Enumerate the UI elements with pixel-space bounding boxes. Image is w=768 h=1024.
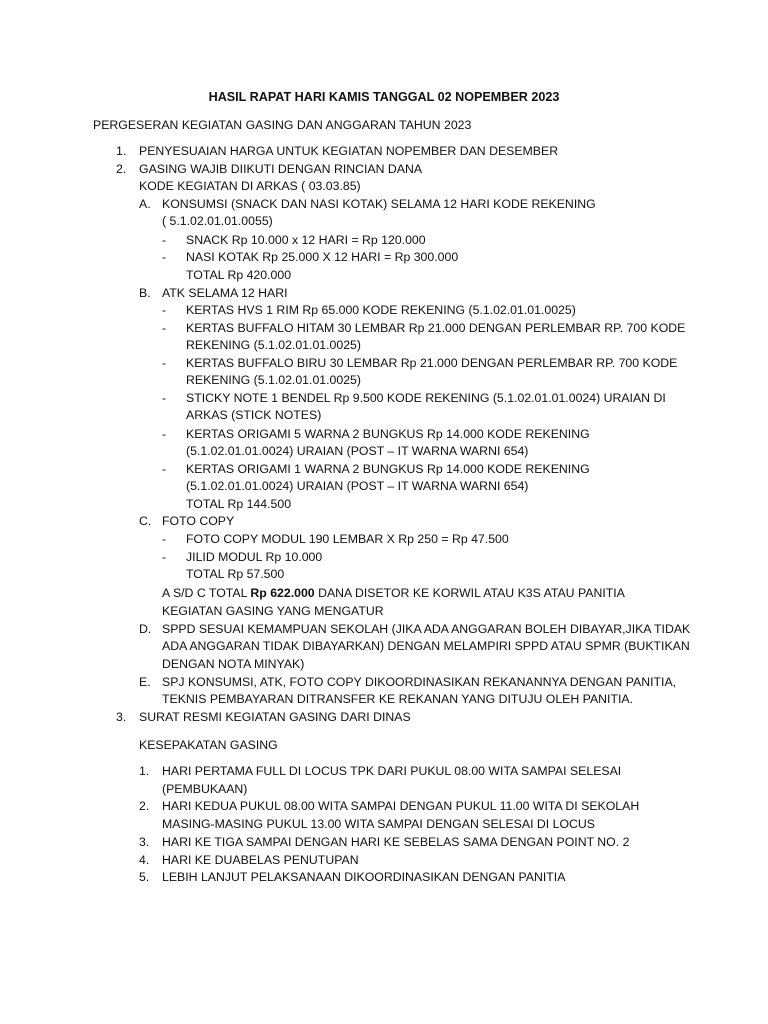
bullet-dash: - [162,532,167,546]
sub-letter: D. [139,622,152,636]
sub-item-text: SPJ KONSUMSI, ATK, FOTO COPY DIKOORDINASIKAN REKANANNYA DENGAN PANITIA, [162,675,677,689]
subtotal: TOTAL Rp 144.500 [186,497,292,511]
sub-letter: B. [139,286,151,300]
bullet-dash: - [162,233,167,247]
agreement-number: 5. [139,870,150,884]
sub-item-text: DENGAN NOTA MINYAK) [162,657,305,671]
subtotal: TOTAL Rp 420.000 [186,268,292,282]
bullet-text: KERTAS HVS 1 RIM Rp 65.000 KODE REKENING (5.1.02.01.01.0025) [186,303,576,317]
agreement-number: 2. [139,799,150,813]
bullet-dash: - [162,427,167,441]
grand-total-prefix: A S/D C TOTAL [162,586,251,600]
sub-item-text: KONSUMSI (SNACK DAN NASI KOTAK) SELAMA 12 HARI KODE REKENING [162,197,596,211]
bullet-dash: - [162,321,167,335]
sub-item-text: ATK SELAMA 12 HARI [162,286,288,300]
list-number: 1. [116,144,127,158]
agreement-text: MASING-MASING PUKUL 13.00 WITA SAMPAI DENGAN SELESAI DI LOCUS [162,817,596,831]
bullet-text: REKENING (5.1.02.01.01.0025) [186,338,361,352]
agreement-text: LEBIH LANJUT PELAKSANAAN DIKOORDINASIKAN DENGAN PANITIA [162,870,566,884]
subtotal: TOTAL Rp 57.500 [186,567,285,581]
sub-item-text: FOTO COPY [162,514,235,528]
bullet-text: REKENING (5.1.02.01.01.0025) [186,373,361,387]
bullet-text: KERTAS ORIGAMI 1 WARNA 2 BUNGKUS Rp 14.000 KODE REKENING [186,462,590,476]
grand-total [162,585,625,603]
bullet-dash: - [162,250,167,264]
bullet-text: STICKY NOTE 1 BENDEL Rp 9.500 KODE REKENING (5.1.02.01.01.0024) URAIAN DI [186,391,666,405]
bullet-dash: - [162,550,167,564]
list-item-text: KODE KEGIATAN DI ARKAS ( 03.03.85) [139,179,361,193]
bullet-dash: - [162,356,167,370]
grand-total-suffix: DANA DISETOR KE KORWIL ATAU K3S ATAU PANITIA [314,586,625,600]
list-item-text: PENYESUAIAN HARGA UNTUK KEGIATAN NOPEMBER DAN DESEMBER [139,144,559,158]
section-heading: PERGESERAN KEGIATAN GASING DAN ANGGARAN TAHUN 2023 [93,118,472,132]
sub-item-text: ( 5.1.02.01.01.0055) [162,214,273,228]
agreement-number: 3. [139,835,150,849]
agreement-text: HARI KE DUABELAS PENUTUPAN [162,853,359,867]
bullet-text: KERTAS BUFFALO BIRU 30 LEMBAR Rp 21.000 DENGAN PERLEMBAR RP. 700 KODE [186,356,678,370]
sub-letter: A. [139,197,151,211]
list-item-text: SURAT RESMI KEGIATAN GASING DARI DINAS [139,710,411,724]
sub-letter: C. [139,514,152,528]
sub-item-text: ADA ANGGARAN TIDAK DIBAYARKAN) DENGAN MELAMPIRI SPPD ATAU SPMR (BUKTIKAN [162,639,690,653]
bullet-dash: - [162,462,167,476]
agreement-text: HARI PERTAMA FULL DI LOCUS TPK DARI PUKUL 08.00 WITA SAMPAI SELESAI [162,764,622,778]
agreement-text: HARI KE TIGA SAMPAI DENGAN HARI KE SEBELAS SAMA DENGAN POINT NO. 2 [162,835,630,849]
document-title: HASIL RAPAT HARI KAMIS TANGGAL 02 NOPEMBER 2023 [208,90,560,104]
bullet-text: KERTAS BUFFALO HITAM 30 LEMBAR Rp 21.000 DENGAN PERLEMBAR RP. 700 KODE [186,321,686,335]
list-item-text: GASING WAJIB DIIKUTI DENGAN RINCIAN DANA [139,162,423,176]
agreement-number: 1. [139,764,150,778]
grand-total-amount: Rp 622.000 [250,586,315,600]
sub-item-text: SPPD SESUAI KEMAMPUAN SEKOLAH (JIKA ADA ANGGARAN BOLEH DIBAYAR,JIKA TIDAK [162,622,691,636]
bullet-text: SNACK Rp 10.000 x 12 HARI = Rp 120.000 [186,233,426,247]
agreement-number: 4. [139,853,150,867]
bullet-text: (5.1.02.01.01.0024) URAIAN (POST – IT WARNA WARNI 654) [186,444,529,458]
bullet-text: JILID MODUL Rp 10.000 [186,550,323,564]
agreement-heading: KESEPAKATAN GASING [139,738,278,752]
bullet-text: (5.1.02.01.01.0024) URAIAN (POST – IT WARNA WARNI 654) [186,479,529,493]
bullet-dash: - [162,303,167,317]
grand-total-line2: KEGIATAN GASING YANG MENGATUR [162,604,384,618]
sub-item-text: TEKNIS PEMBAYARAN DITRANSFER KE REKANAN YANG DITUJU OLEH PANITIA. [162,692,634,706]
list-number: 3. [116,710,127,724]
sub-letter: E. [139,675,151,689]
agreement-text: HARI KEDUA PUKUL 08.00 WITA SAMPAI DENGAN PUKUL 11.00 WITA DI SEKOLAH [162,799,640,813]
agreement-text: (PEMBUKAAN) [162,782,248,796]
list-number: 2. [116,162,127,176]
bullet-text: NASI KOTAK Rp 25.000 X 12 HARI = Rp 300.000 [186,250,459,264]
bullet-text: KERTAS ORIGAMI 5 WARNA 2 BUNGKUS Rp 14.000 KODE REKENING [186,427,590,441]
bullet-dash: - [162,391,167,405]
bullet-text: ARKAS (STICK NOTES) [186,408,322,422]
bullet-text: FOTO COPY MODUL 190 LEMBAR X Rp 250 = Rp 47.500 [186,532,509,546]
